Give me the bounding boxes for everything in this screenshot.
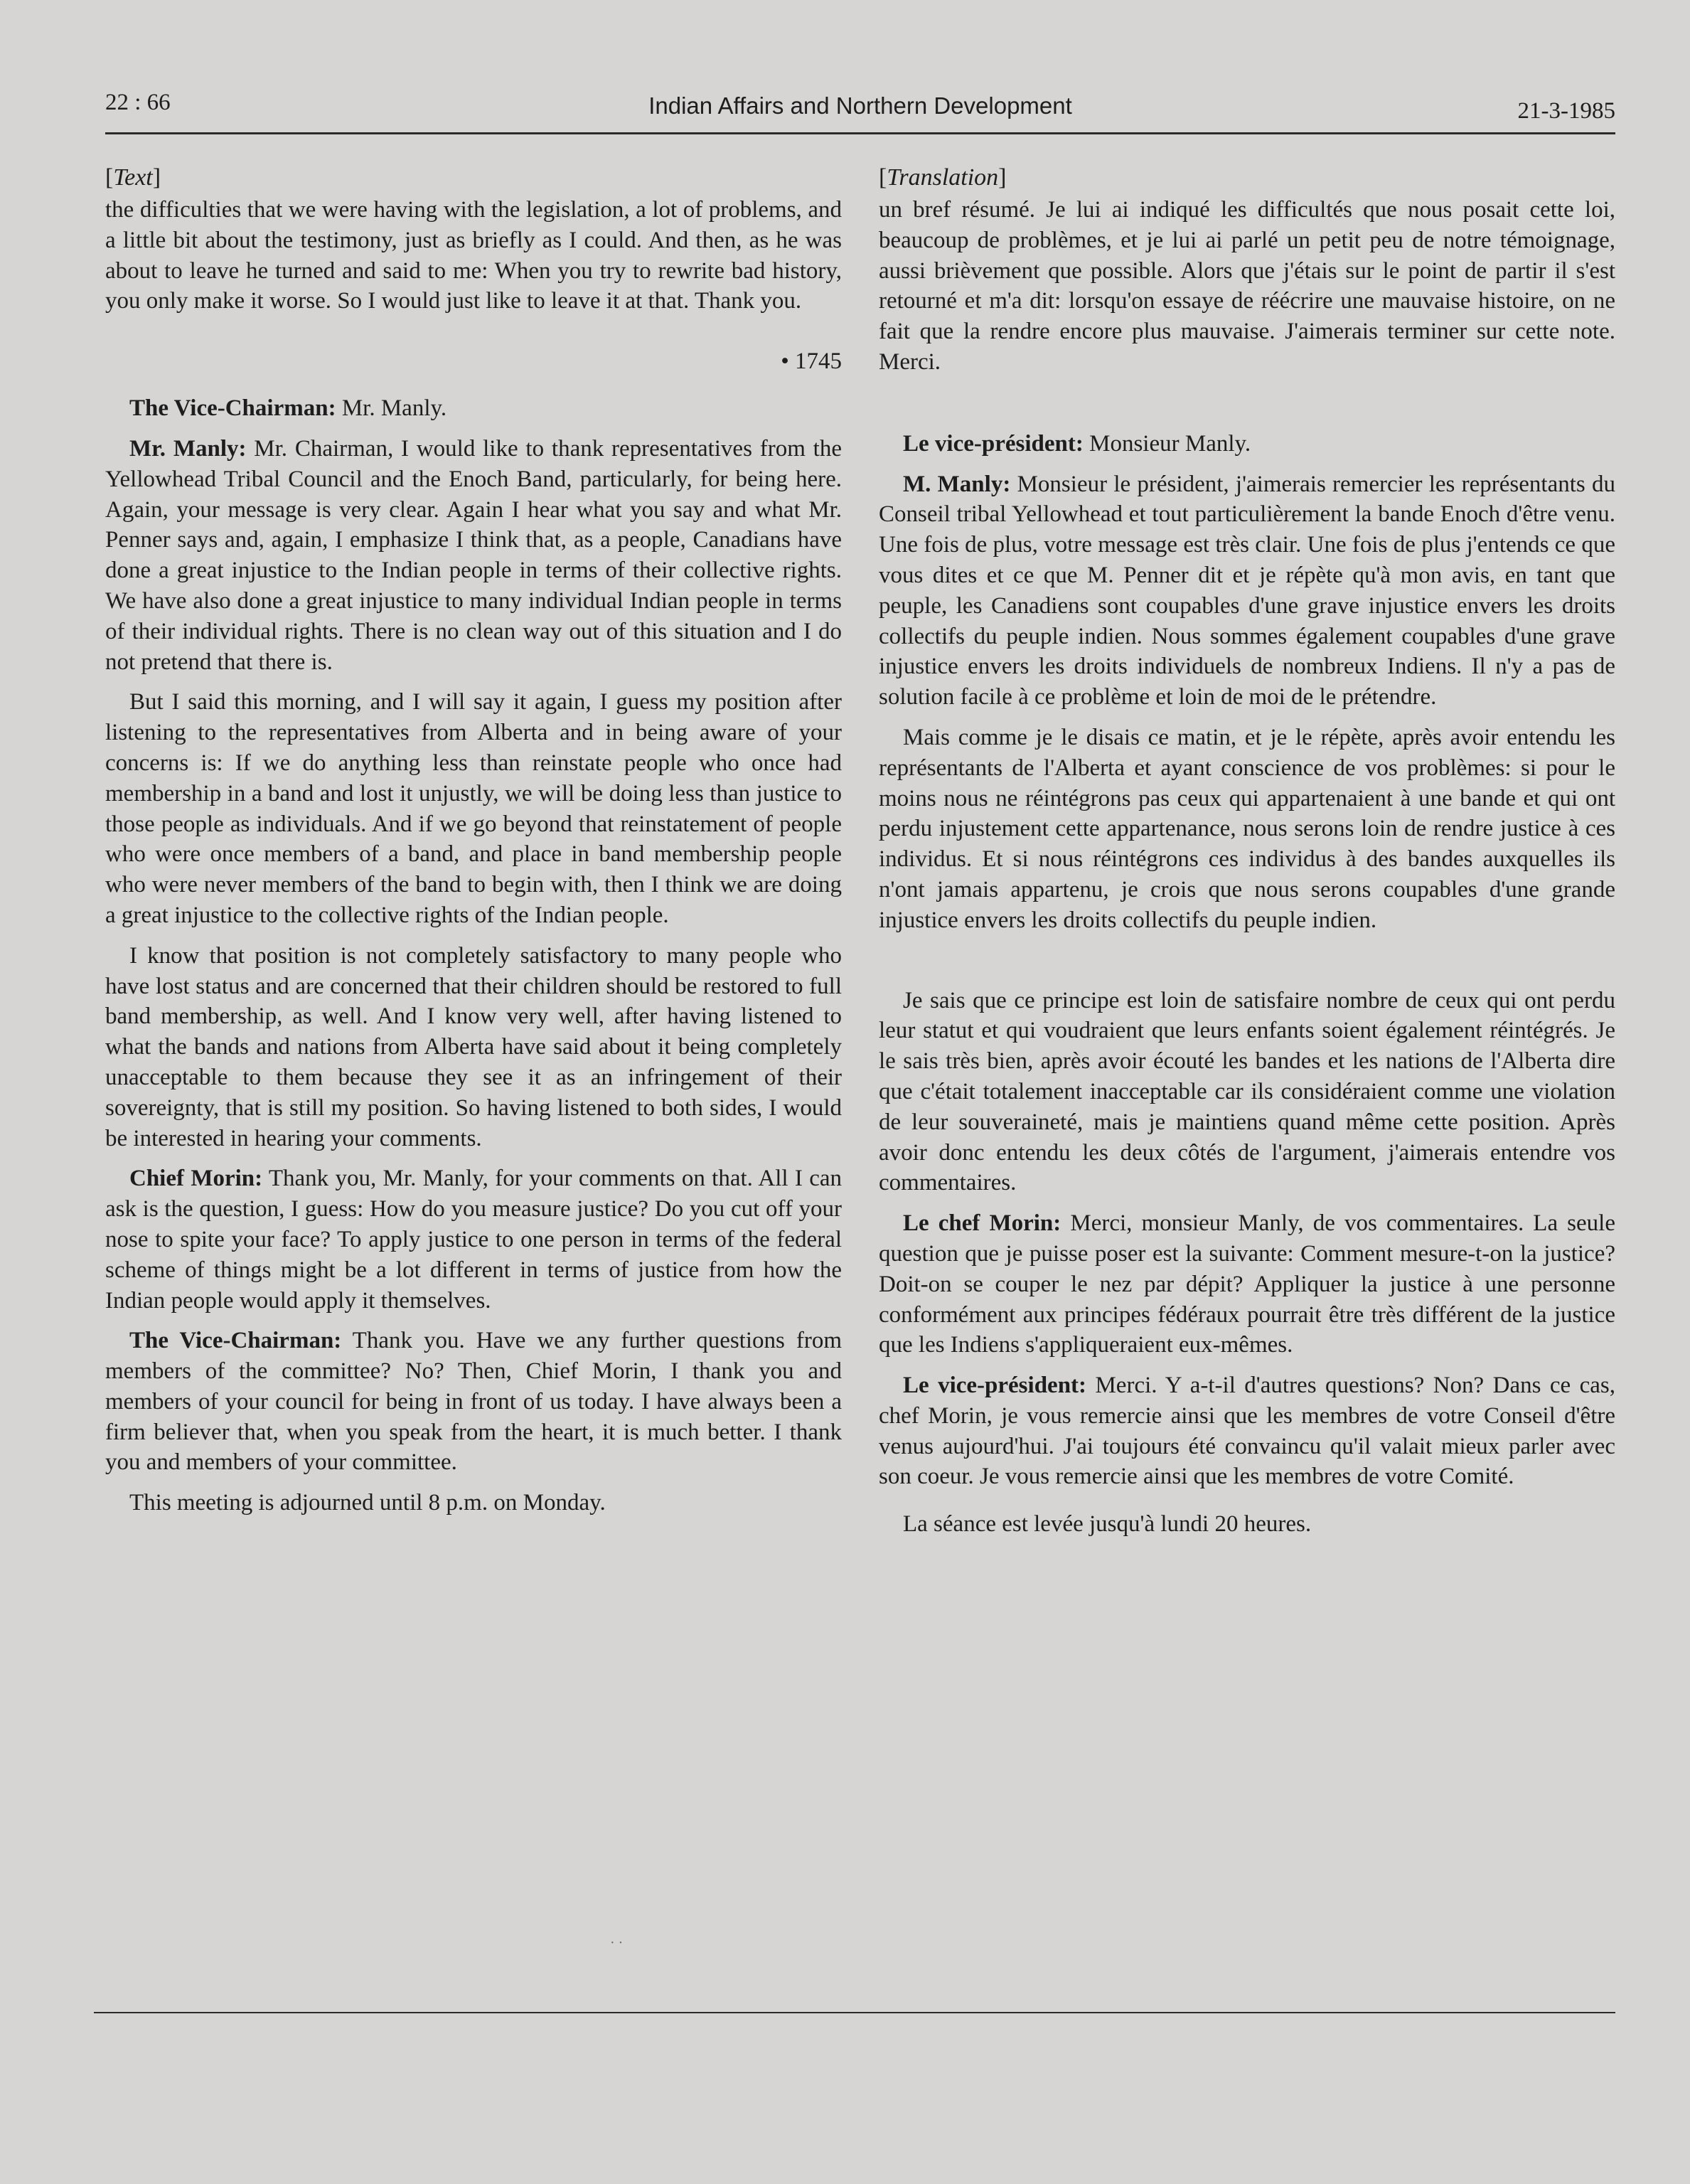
english-column	[105, 162, 842, 1518]
speaker-name: Le vice-président:	[903, 430, 1084, 457]
running-header	[105, 84, 1615, 134]
paragraph-morin: Le chef Morin: Merci, monsieur Manly, de vos commentaires. La seule question que je puisse poser est la suivante: Comment mesure-t-on la justice? Doit-on se couper le nez par dépit? Appliquer la justice à une personne conformément aux principes fédéraux pourrait être très différent de la justice que les Indiens s'appliqueraient eux-mêmes.	[879, 1210, 1615, 1358]
adjournment-note: This meeting is adjourned until 8 p.m. on Monday.	[129, 1490, 606, 1516]
print-smudge: · ·	[610, 1935, 624, 1951]
paragraph-manly: Mr. Manly: Mr. Chairman, I would like to thank representatives from the Yellowhead Tribal Council and the Enoch Band, particularly, for being here. Again, your message is very clear. Again I hear what you say and what Mr. Penner says and, again, I emphasize I think that, as a people, Canadians have done a great injustice to the Indian people in terms of their collective rights. We have also done a great injustice to many individual Indian people in terms of their individual rights. There is no clean way out of this situation and I do not pretend that there is.	[105, 435, 842, 675]
issue-date: 21-3-1985	[1517, 98, 1615, 124]
speaker-name: M. Manly:	[903, 471, 1011, 497]
speaker-name: Le vice-président:	[903, 1373, 1087, 1399]
french-column	[879, 162, 1615, 1540]
speaker-name: The Vice-Chairman:	[129, 1328, 342, 1354]
paragraph-vice-chairman-1: The Vice-Chairman: Mr. Manly.	[129, 395, 447, 422]
translation-label: [Translation]	[879, 164, 1007, 191]
paragraph-vice-chairman-2: The Vice-Chairman: Thank you. Have we any further questions from members of the committee? No? Then, Chief Morin, I thank you and members of your council for being in front of us today. I have always been a firm believer that, when you speak from the heart, it is much better. I thank you and members of your committee.	[105, 1328, 842, 1476]
paragraph-continuation: the difficulties that we were having with the legislation, a lot of problems, and a little bit about the testimony, just as briefly as I could. And then, as he was about to leave he turned and said to me: When you try to rewrite bad history, you only make it worse. So I would just like to leave it at that. Thank you.	[105, 197, 842, 314]
text-label: [Text]	[105, 164, 161, 191]
speaker-name: Chief Morin:	[129, 1166, 263, 1192]
paragraph-manly-2: Mais comme je le disais ce matin, et je le répète, après avoir entendu les représentants de l'Alberta et ayant conscience de vos problèmes: si pour le moins nous ne réintégrons pas ceux qui appartenaient à une bande et qui ont perdu injustement cette appartenance, nous serons loin de rendre justice à ces individus. Et si nous réintégrons ces individus à des bandes auxquelles ils n'ont jamais appartenu, je crois que nous serons coupables d'une grande injustice envers les droits collectifs du peuple indien.	[879, 724, 1615, 933]
speaker-name: Le chef Morin:	[903, 1210, 1061, 1237]
paragraph-morin: Chief Morin: Thank you, Mr. Manly, for your comments on that. All I can ask is the question, I guess: How do you measure justice? Do you cut off your nose to spite your face? To apply justice to one person in terms of the federal scheme of things might be a lot different in terms of justice from how the Indian people would apply it themselves.	[105, 1166, 842, 1314]
time-marker: • 1745	[781, 348, 842, 375]
speaker-name: The Vice-Chairman:	[129, 395, 336, 422]
page-folio: 22 : 66	[105, 90, 171, 115]
adjournment-note: La séance est levée jusqu'à lundi 20 heures.	[903, 1511, 1312, 1538]
paragraph-continuation: un bref résumé. Je lui ai indiqué les difficultés que nous posait cette loi, beaucoup de problèmes, et je lui ai parlé un petit peu de notre témoignage, aussi brièvement que possible. Alors que j'étais sur le point de partir il s'est retourné et m'a dit: lorsqu'on essaye de réécrire une mauvaise histoire, on ne fait que la rendre encore plus mauvaise. J'aimerais terminer sur cette note. Merci.	[879, 197, 1615, 375]
paragraph-manly-3: Je sais que ce principe est loin de satisfaire nombre de ceux qui ont perdu leur statut et qui voudraient que leurs enfants soient également réintégrés. Je le sais très bien, après avoir écouté les bandes et les nations de l'Alberta dire que c'était totalement inacceptable car ils considéraient comme une violation de leur souveraineté, mais je maintiens quand même cette position. Après avoir donc entendu les deux côtés de l'argument, j'aimerais entendre vos commentaires.	[879, 987, 1615, 1196]
paragraph-vice-president-2: Le vice-président: Merci. Y a-t-il d'autres questions? Non? Dans ce cas, chef Morin, je vous remercie ainsi que les membres de votre Conseil d'être venus aujourd'hui. J'ai toujours été convaincu qu'il valait mieux parler avec son coeur. Je vous remercie ainsi que les membres de votre Comité.	[879, 1373, 1615, 1490]
paragraph-vice-president-1: Le vice-président: Monsieur Manly.	[903, 430, 1251, 457]
journal-title: Indian Affairs and Northern Development	[648, 92, 1072, 119]
paragraph-manly-3: I know that position is not completely satisfactory to many people who have lost status and are concerned that their children should be restored to full band membership, as well. And I know very well, after having listened to what the bands and nations from Alberta have said about it being completely unacceptable to them because they see it as an infringement of their sovereignty, that is still my position. So having listened to both sides, I would be interested in hearing your comments.	[105, 942, 842, 1151]
paragraph-manly: M. Manly: Monsieur le président, j'aimerais remercier les représentants du Conseil tribal Yellowhead et tout particulièrement la bande Enoch d'être venu. Une fois de plus, votre message est très clair. Une fois de plus j'entends ce que vous dites et ce que M. Penner dit et je répète qu'à mon avis, en tant que peuple, les Canadiens sont coupables d'une grave injustice envers les droits collectifs du peuple indien. Nous sommes également coupables d'une grave injustice envers les droits individuels de nombreux Indiens. Il n'y a pas de solution facile à ce problème et loin de moi de le prétendre.	[879, 471, 1615, 710]
speaker-name: Mr. Manly:	[129, 435, 247, 462]
header-rule	[105, 132, 1615, 134]
paragraph-manly-2: But I said this morning, and I will say it again, I guess my position after listening to the representatives from Alberta and in being aware of your concerns is: If we do anything less than reinstate people who once had membership in a band and lost it unjustly, we will be doing less than justice to those people as individuals. And if we go beyond that reinstatement of people who were once members of a band, and place in band membership people who were never members of the band to begin with, then I think we are doing a great injustice to the collective rights of the Indian people.	[105, 689, 842, 928]
footer-rule	[94, 2012, 1615, 2013]
